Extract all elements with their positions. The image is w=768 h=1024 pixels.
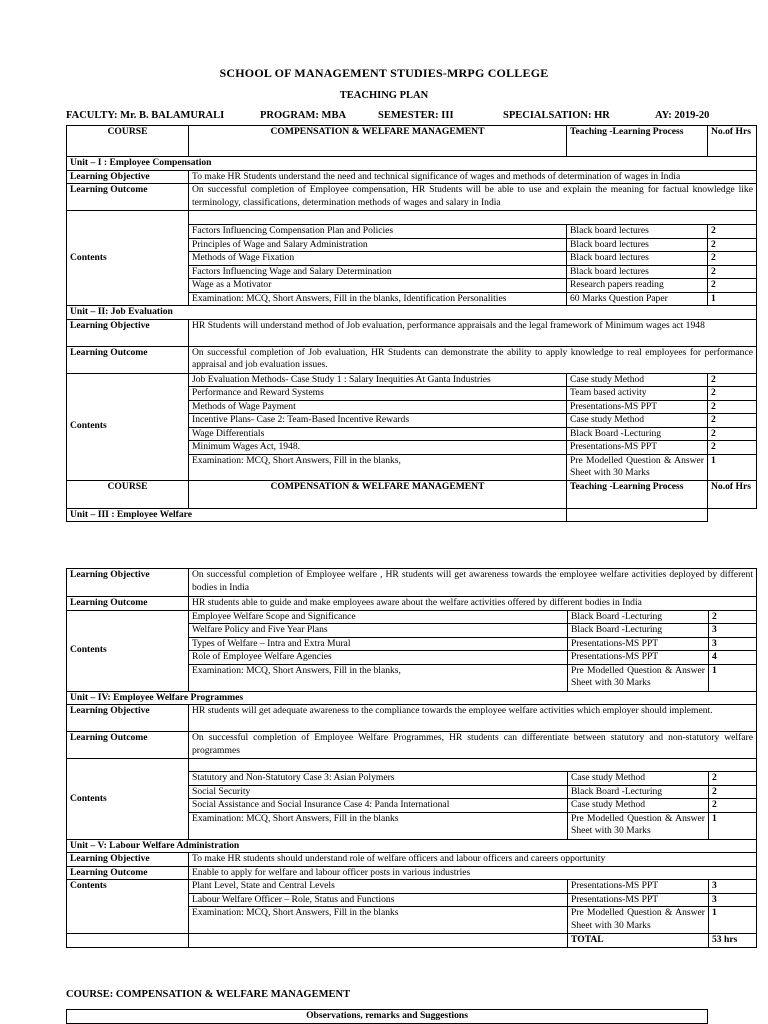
method-cell: Pre Modelled Question & Answer Sheet with 30 Marks bbox=[568, 907, 709, 934]
method-cell: Pre Modelled Question & Answer Sheet with 30 Marks bbox=[568, 664, 709, 691]
unit3-objective-label: Learning Objective bbox=[67, 569, 189, 597]
method-cell: Black Board -Lecturing bbox=[568, 785, 709, 799]
exam-cell: Examination: MCQ, Short Answers, Fill in the blanks bbox=[189, 812, 568, 839]
topic-cell: Performance and Reward Systems bbox=[189, 387, 567, 401]
unit1-title: Unit – I : Employee Compensation bbox=[67, 157, 757, 171]
method-cell: Black board lectures bbox=[567, 265, 708, 279]
method-cell: Black Board -Lecturing bbox=[568, 610, 709, 624]
topic-cell: Principles of Wage and Salary Administration bbox=[189, 238, 567, 252]
method-cell: Black board lectures bbox=[567, 225, 708, 239]
hours-cell: 2 bbox=[708, 279, 757, 293]
hours-cell: 1 bbox=[709, 812, 757, 839]
specialisation-label: SPECIALSATION: HR bbox=[503, 110, 610, 121]
unit4-outcome-label: Learning Outcome bbox=[67, 732, 189, 759]
topic-cell: Statutory and Non-Statutory Case 3: Asian Polymers bbox=[189, 772, 568, 786]
faculty-label: FACULTY: Mr. B. BALAMURALI bbox=[66, 110, 225, 121]
course-header-row bbox=[67, 126, 757, 157]
hours-cell: 3 bbox=[709, 893, 757, 907]
unit5-contents-label: Contents bbox=[67, 880, 189, 934]
hours-cell: 1 bbox=[709, 907, 757, 934]
hours-cell: 2 bbox=[708, 427, 757, 441]
semester-label: SEMESTER: III bbox=[378, 110, 454, 121]
unit5-outcome: Enable to apply for welfare and labour officer posts in various industries bbox=[189, 866, 757, 880]
blank-cell bbox=[567, 508, 708, 522]
topic-cell: Employee Welfare Scope and Significance bbox=[189, 610, 568, 624]
method-cell: 60 Marks Question Paper bbox=[567, 292, 708, 306]
method-cell: Case study Method bbox=[567, 414, 708, 428]
method-cell: Presentations-MS PPT bbox=[567, 400, 708, 414]
topic-cell: Wage Differentials bbox=[189, 427, 567, 441]
topic-cell: Factors Influencing Compensation Plan and Policies bbox=[189, 225, 567, 239]
unit4-title: Unit – IV: Employee Welfare Programmes bbox=[67, 691, 757, 705]
hours-cell: 2 bbox=[709, 610, 757, 624]
method-cell: Pre Modelled Question & Answer Sheet with 30 Marks bbox=[567, 454, 708, 480]
process-col-header: Teaching -Learning Process bbox=[567, 126, 708, 157]
hours-cell: 2 bbox=[708, 400, 757, 414]
unit2-objective-label: Learning Objective bbox=[67, 319, 189, 346]
hours-cell: 2 bbox=[709, 799, 757, 813]
hours-cell: 1 bbox=[708, 454, 757, 480]
method-cell: Presentations-MS PPT bbox=[568, 893, 709, 907]
unit3-outcome-label: Learning Outcome bbox=[67, 597, 189, 611]
method-cell: Research papers reading bbox=[567, 279, 708, 293]
unit2-contents-label: Contents bbox=[67, 373, 189, 480]
hours-cell: 3 bbox=[709, 624, 757, 638]
unit1-outcome-label: Learning Outcome bbox=[67, 184, 189, 211]
teaching-plan-table-part1 bbox=[66, 125, 757, 522]
hours-cell: 1 bbox=[709, 664, 757, 691]
method-cell: Black board lectures bbox=[567, 252, 708, 266]
topic-cell: Wage as a Motivator bbox=[189, 279, 567, 293]
course-name-header: COMPENSATION & WELFARE MANAGEMENT bbox=[189, 126, 567, 157]
hours-cell: 2 bbox=[708, 238, 757, 252]
unit4-contents-label: Contents bbox=[67, 759, 189, 840]
hours-cell: 3 bbox=[709, 637, 757, 651]
hours-cell: 2 bbox=[709, 785, 757, 799]
course-footer-line: COURSE: COMPENSATION & WELFARE MANAGEMENT bbox=[66, 989, 351, 1000]
topic-cell: Minimum Wages Act, 1948. bbox=[189, 441, 567, 455]
unit4-objective-label: Learning Objective bbox=[67, 705, 189, 732]
hours-cell: 2 bbox=[708, 252, 757, 266]
exam-cell: Examination: MCQ, Short Answers, Fill in the blanks bbox=[189, 907, 568, 934]
program-label: PROGRAM: MBA bbox=[260, 110, 347, 121]
topic-cell: Job Evaluation Methods- Case Study 1 : Salary Inequities At Ganta Industries bbox=[189, 373, 567, 387]
topic-cell: Methods of Wage Fixation bbox=[189, 252, 567, 266]
course-name-header: COMPENSATION & WELFARE MANAGEMENT bbox=[189, 480, 567, 508]
hours-col-header: No.of Hrs bbox=[708, 126, 757, 157]
unit3-outcome: HR students able to guide and make employees aware about the welfare activities offered by different bodies in India bbox=[189, 597, 757, 611]
unit1-contents-label: Contents bbox=[67, 211, 189, 306]
exam-cell: Examination: MCQ, Short Answers, Fill in the blanks, bbox=[189, 664, 568, 691]
hours-cell: 4 bbox=[709, 651, 757, 665]
course-col-header: COURSE bbox=[67, 126, 189, 157]
topic-cell: Plant Level, State and Central Levels bbox=[189, 880, 568, 894]
topic-cell: Social Assistance and Social Insurance Case 4: Panda International bbox=[189, 799, 568, 813]
hours-col-header: No.of Hrs bbox=[708, 480, 757, 508]
total-label: TOTAL bbox=[568, 934, 709, 948]
hours-cell: 2 bbox=[709, 772, 757, 786]
method-cell: Pre Modelled Question & Answer Sheet with 30 Marks bbox=[568, 812, 709, 839]
method-cell: Presentations-MS PPT bbox=[568, 637, 709, 651]
topic-cell: Social Security bbox=[189, 785, 568, 799]
unit5-objective-label: Learning Objective bbox=[67, 853, 189, 867]
academic-year-label: AY: 2019-20 bbox=[655, 110, 710, 121]
unit1-objective-label: Learning Objective bbox=[67, 170, 189, 184]
unit5-outcome-label: Learning Outcome bbox=[67, 866, 189, 880]
hours-cell: 2 bbox=[708, 265, 757, 279]
topic-cell: Welfare Policy and Five Year Plans bbox=[189, 624, 568, 638]
teaching-plan-table-part2 bbox=[66, 568, 757, 948]
blank-cell bbox=[67, 934, 189, 948]
method-cell: Presentations-MS PPT bbox=[568, 880, 709, 894]
topic-cell: Role of Employee Welfare Agencies bbox=[189, 651, 568, 665]
document-subtitle: TEACHING PLAN bbox=[339, 90, 429, 101]
topic-cell: Examination: MCQ, Short Answers, Fill in the blanks, Identification Personalities bbox=[189, 292, 567, 306]
unit2-title: Unit – II: Job Evaluation bbox=[67, 306, 757, 320]
unit5-objective: To make HR students should understand role of welfare officers and labour officers and careers opportunity bbox=[189, 853, 757, 867]
topic-cell: Incentive Plans- Case 2: Team-Based Incentive Rewards bbox=[189, 414, 567, 428]
hours-cell: 2 bbox=[708, 441, 757, 455]
method-cell: Black board lectures bbox=[567, 238, 708, 252]
unit3-contents-label: Contents bbox=[67, 610, 189, 691]
method-cell: Team based activity bbox=[567, 387, 708, 401]
unit4-objective: HR students will get adequate awareness to the compliance towards the employee welfare activities which employer should implement. bbox=[189, 705, 757, 732]
hours-cell: 2 bbox=[708, 373, 757, 387]
observations-table bbox=[66, 1009, 708, 1024]
blank-cell bbox=[189, 934, 568, 948]
method-cell: Black Board -Lecturing bbox=[567, 427, 708, 441]
unit2-outcome-label: Learning Outcome bbox=[67, 346, 189, 373]
topic-cell: Factors Influencing Wage and Salary Determination bbox=[189, 265, 567, 279]
method-cell: Presentations-MS PPT bbox=[567, 441, 708, 455]
unit4-outcome: On successful completion of Employee Welfare Programmes, HR students can differentiate between statutory and non-statutory welfare programmes bbox=[189, 732, 757, 759]
method-cell: Black Board -Lecturing bbox=[568, 624, 709, 638]
hours-cell: 2 bbox=[708, 225, 757, 239]
hours-cell: 2 bbox=[708, 414, 757, 428]
total-hours: 53 hrs bbox=[709, 934, 757, 948]
process-col-header: Teaching -Learning Process bbox=[567, 480, 708, 508]
topic-cell: Methods of Wage Payment bbox=[189, 400, 567, 414]
college-title: SCHOOL OF MANAGEMENT STUDIES-MRPG COLLEGE bbox=[219, 66, 549, 80]
topic-cell: Labour Welfare Officer – Role, Status and Functions bbox=[189, 893, 568, 907]
blank-row bbox=[189, 759, 757, 772]
method-cell: Case study Method bbox=[568, 799, 709, 813]
hours-cell: 2 bbox=[708, 387, 757, 401]
method-cell: Case study Method bbox=[567, 373, 708, 387]
observations-heading: Observations, remarks and Suggestions bbox=[67, 1010, 708, 1024]
unit3-title: Unit – III : Employee Welfare bbox=[67, 508, 567, 522]
unit1-objective: To make HR Students understand the need and technical significance of wages and methods of determination of wages in India bbox=[189, 170, 757, 184]
method-cell: Presentations-MS PPT bbox=[568, 651, 709, 665]
unit5-title: Unit – V: Labour Welfare Administration bbox=[67, 839, 757, 853]
exam-cell: Examination: MCQ, Short Answers, Fill in the blanks, bbox=[189, 454, 567, 480]
hours-cell: 3 bbox=[709, 880, 757, 894]
course-col-header: COURSE bbox=[67, 480, 189, 508]
unit3-objective: On successful completion of Employee welfare , HR students will get awareness towards the employee welfare activities deployed by different bodies in India bbox=[189, 569, 757, 597]
unit1-outcome: On successful completion of Employee compensation, HR Students will be able to use and explain the meaning for factual knowledge like terminology, classifications, determination methods of wages and salary in India bbox=[189, 184, 757, 211]
unit2-objective: HR Students will understand method of Job evaluation, performance appraisals and the legal framework of Minimum wages act 1948 bbox=[189, 319, 757, 346]
topic-cell: Types of Welfare – Intra and Extra Mural bbox=[189, 637, 568, 651]
blank-row bbox=[189, 211, 757, 225]
hours-cell: 1 bbox=[708, 292, 757, 306]
method-cell: Case study Method bbox=[568, 772, 709, 786]
unit2-outcome: On successful completion of Job evaluation, HR Students can demonstrate the ability to apply knowledge to real employees for performance appraisal and job evaluation issues. bbox=[189, 346, 757, 373]
